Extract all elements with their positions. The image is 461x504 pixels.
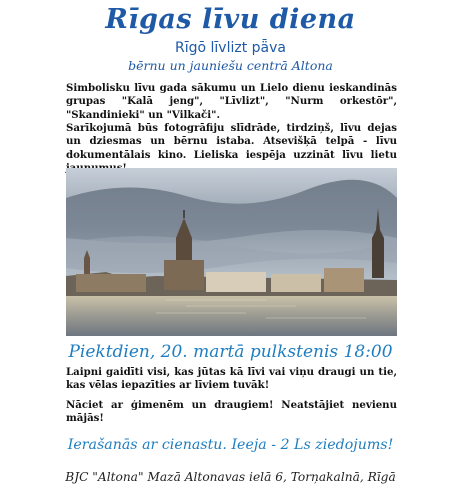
- welcome-paragraph: Laipni gaidīti visi, kas jūtas kā līvi vai viņu draugi un tie, kas vēlas iepazīties ar līviem tuvāk!: [66, 366, 397, 392]
- entry-info: Ierašanās ar cienastu. Ieeja - 2 Ls ziedojums!: [67, 437, 394, 453]
- riga-skyline-photo: [66, 168, 397, 336]
- venue-subtitle: bērnu un jauniešu centrā Altona: [128, 58, 333, 73]
- intro-paragraph: Simbolisku līvu gada sākumu un Lielo dienu ieskandinās grupas "Kalā jeng", "Līvlizt", "Nurm orkestōr", "Skandinieki" un "Vilkači".: [66, 82, 397, 121]
- page-title: Rīgas līvu diena: [105, 4, 356, 35]
- event-date: Piektdien, 20. martā pulkstenis 18:00: [68, 342, 393, 362]
- livonian-subtitle: Rīgō līvlizt pǟva: [175, 40, 286, 56]
- program-paragraph: Sarīkojumā būs fotogrāfiju slīdrāde, tirdziņš, līvu dejas un dziesmas un bērnu istaba. Atsevišķā telpā - līvu dokumentālais kino. Lieliska iespēja uzzināt līvu lietu: [66, 122, 397, 161]
- invite-paragraph: Nāciet ar ģimenēm un draugiem! Neatstājiet nevienu mājās!: [66, 399, 397, 425]
- venue-address: BJC "Altona" Mazā Altonavas ielā 6, Torņakalnā, Rīgā: [65, 470, 396, 484]
